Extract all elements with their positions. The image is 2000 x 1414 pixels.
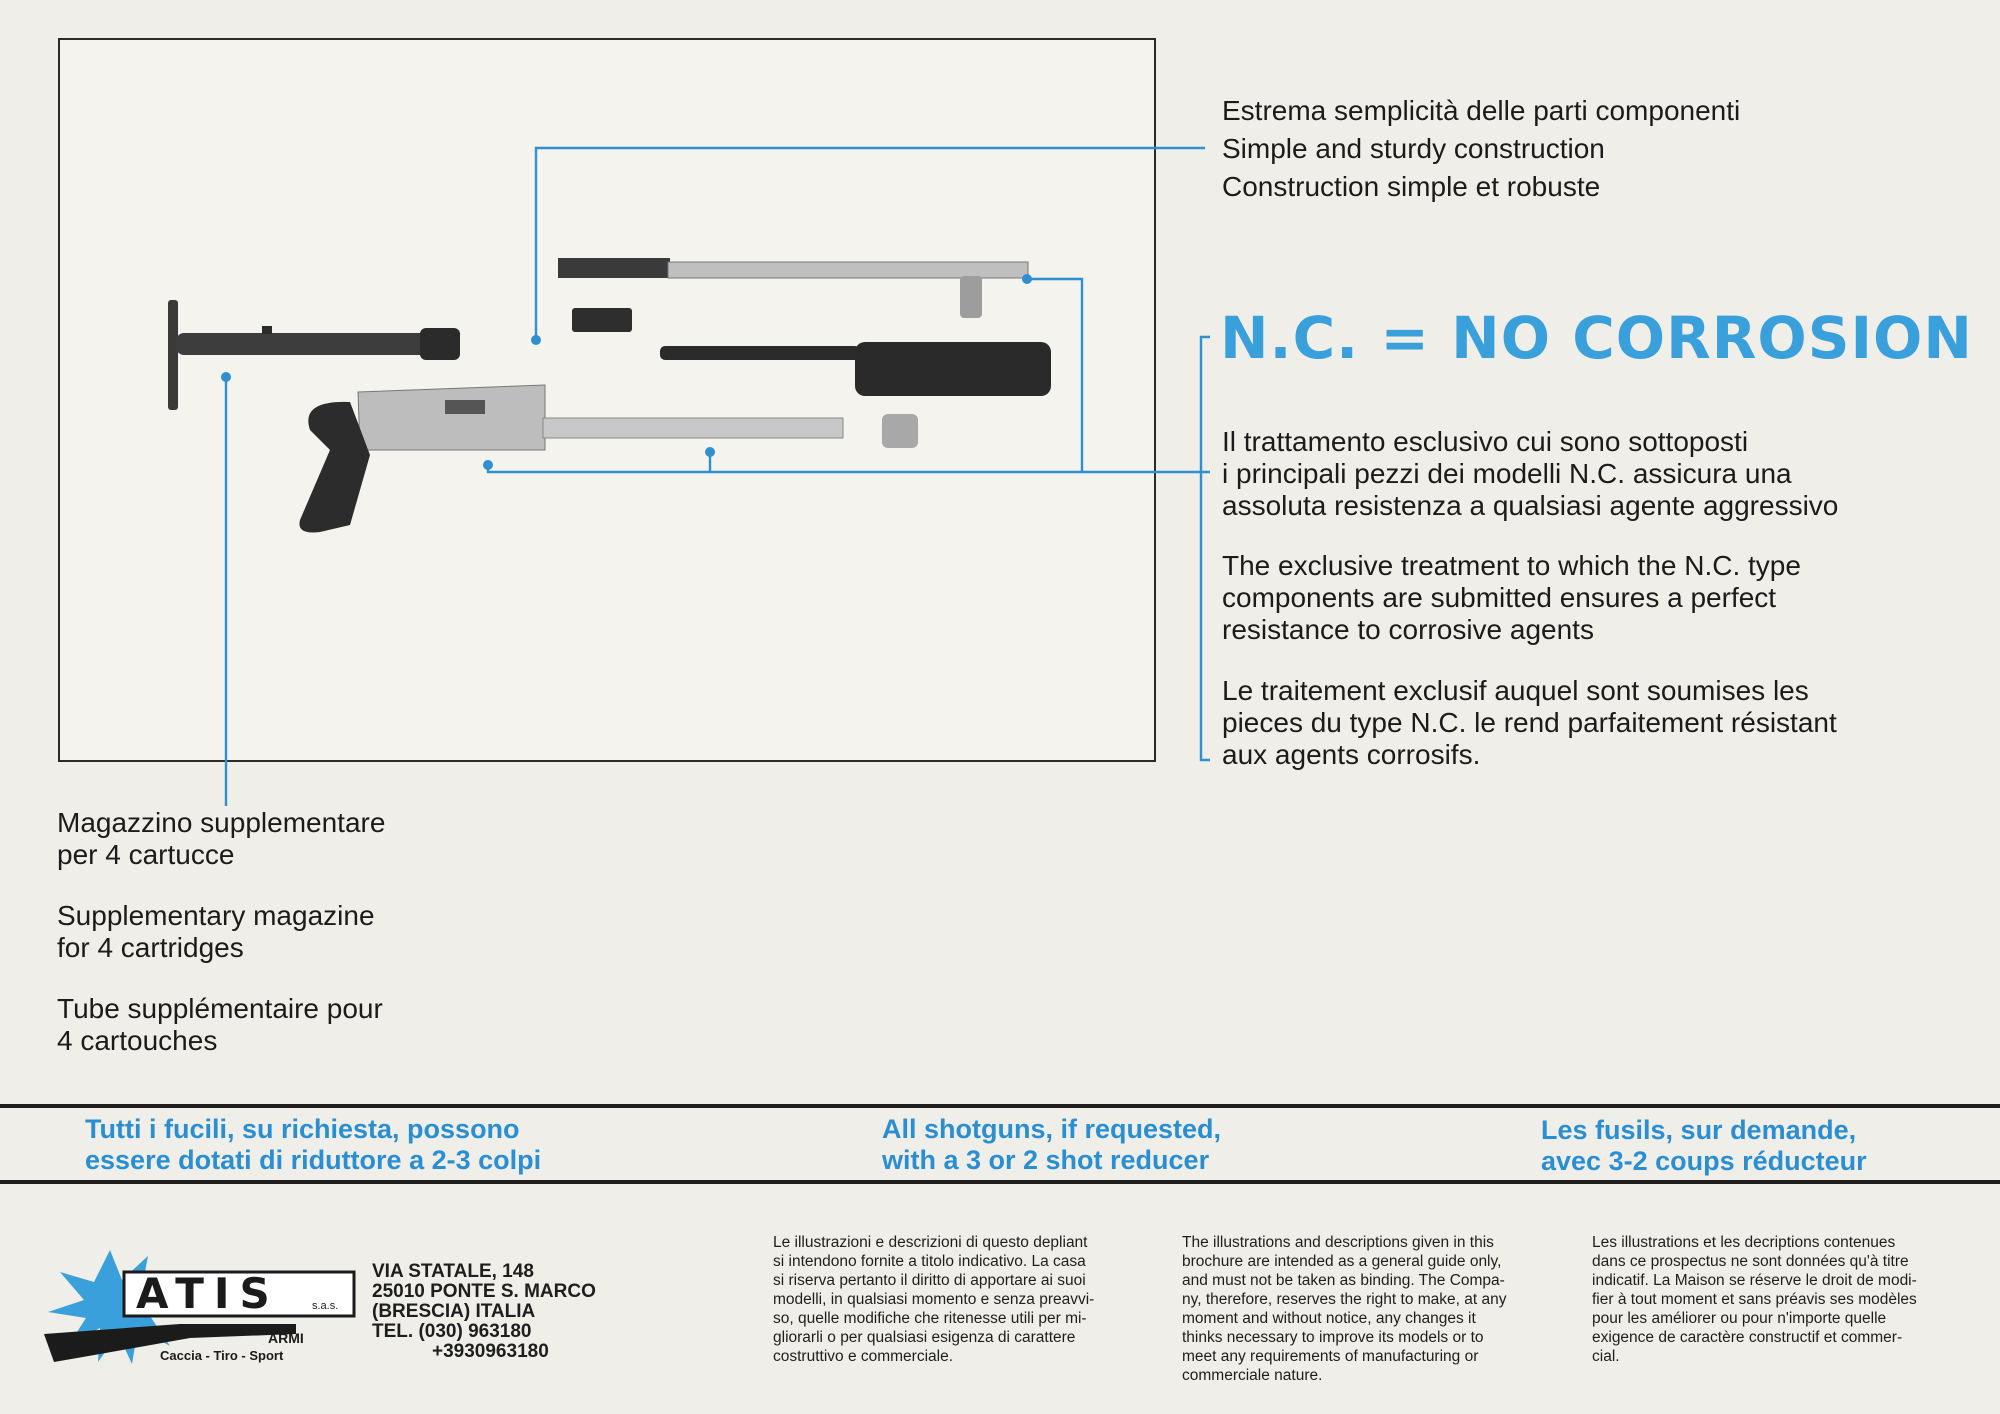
nc-en-line: resistance to corrosive agents [1222, 614, 1594, 645]
disclaimer-fr-line: fier à tout moment et sans préavis ses modèles [1592, 1291, 1917, 1308]
nc-en-line: The exclusive treatment to which the N.C. type [1222, 550, 1801, 581]
reducer-en-line: with a 3 or 2 shot reducer [882, 1145, 1210, 1175]
nc-it-line: Il trattamento esclusivo cui sono sottoposti [1222, 426, 1749, 457]
magazine-fr-line: 4 cartouches [57, 1025, 218, 1056]
magazine-caption-fr [57, 993, 383, 1057]
nc-fr-line: aux agents corrosifs. [1222, 739, 1481, 770]
nc-it-line: assoluta resistenza a qualsiasi agente aggressivo [1222, 490, 1839, 521]
address-line: TEL. (030) 963180 [372, 1321, 532, 1342]
receiver-image [299, 385, 843, 533]
disclaimer-fr-line: indicatif. La Maison se réserve le droit de modi- [1592, 1272, 1917, 1289]
disclaimer-en [1182, 1233, 1572, 1385]
magazine-it-line: per 4 cartucce [57, 839, 235, 870]
nc-fr-line: pieces du type N.C. le rend parfaitement résistant [1222, 707, 1837, 738]
leader-lines [226, 148, 1210, 806]
atis-logo [40, 1242, 350, 1372]
disclaimer-en-line: commerciale nature. [1182, 1367, 1323, 1384]
reducer-en-line: All shotguns, if requested, [882, 1114, 1222, 1144]
disclaimer-en-line: moment and without notice, any changes it [1182, 1310, 1476, 1327]
construction-callout [1222, 92, 1740, 206]
disclaimer-fr-line: Les illustrations et les decriptions contenues [1592, 1234, 1896, 1251]
nc-paragraph-fr [1222, 675, 1992, 771]
disclaimer-en-line: The illustrations and descriptions given in this [1182, 1234, 1494, 1251]
disclaimer-en-line: meet any requirements of manufacturing or [1182, 1348, 1479, 1365]
disclaimer-en-line: and must not be taken as binding. The Compa- [1182, 1272, 1505, 1289]
nc-fr-line: Le traitement exclusif auquel sont soumises les [1222, 675, 1809, 706]
address-line: VIA STATALE, 148 [372, 1261, 534, 1282]
logo-tagline: Caccia - Tiro - Sport [160, 1348, 284, 1363]
logo-suffix: s.a.s. [312, 1300, 339, 1312]
magazine-en-line: Supplementary magazine [57, 900, 375, 931]
disclaimer-fr [1592, 1233, 1992, 1366]
logo-name: ATIS [136, 1269, 280, 1318]
disclaimer-it-line: si riserva pertanto il diritto di apportare ai suoi [773, 1272, 1086, 1289]
disclaimer-it-line: si intendono fornite a titolo indicativo. La casa [773, 1253, 1086, 1270]
nc-en-line: components are submitted ensures a perfect [1222, 582, 1777, 613]
disclaimer-it [773, 1233, 1163, 1366]
disclaimer-fr-line: cial. [1592, 1348, 1620, 1365]
nc-headline: N.C. = NO CORROSION [1220, 304, 1973, 372]
reducer-banner-fr [1541, 1115, 1867, 1177]
reducer-banner-en [882, 1114, 1221, 1176]
disclaimer-it-line: costruttivo e commerciale. [773, 1348, 954, 1365]
magazine-caption-it [57, 807, 385, 871]
magazine-it-line: Magazzino supplementare [57, 807, 386, 838]
reducer-fr-line: Les fusils, sur demande, [1541, 1115, 1857, 1145]
company-address [372, 1262, 596, 1362]
banner-bottom-rule [0, 1180, 2000, 1184]
disclaimer-it-line: Le illustrazioni e descrizioni di questo depliant [773, 1234, 1088, 1251]
address-line: +3930963180 [432, 1341, 549, 1362]
reducer-it-line: essere dotati di riduttore a 2-3 colpi [85, 1145, 542, 1175]
disclaimer-en-line: brochure are intended as a general guide only, [1182, 1253, 1502, 1270]
banner-top-rule [0, 1104, 2000, 1108]
construction-line-it: Estrema semplicità delle parti componenti [1222, 95, 1741, 126]
disclaimer-fr-line: pour les améliorer ou pour n'importe quelle [1592, 1310, 1887, 1327]
construction-line-en: Simple and sturdy construction [1222, 133, 1605, 164]
reducer-it-line: Tutti i fucili, su richiesta, possono [85, 1114, 520, 1144]
disclaimer-it-line: modelli, in qualsiasi momento e senza preavvi- [773, 1291, 1095, 1308]
reducer-banner-it [85, 1114, 541, 1176]
nc-paragraph-en [1222, 550, 1992, 646]
disclaimer-fr-line: dans ce prospectus ne sont données qu'à titre [1592, 1253, 1909, 1270]
reducer-fr-line: avec 3-2 coups réducteur [1541, 1146, 1867, 1176]
magazine-en-line: for 4 cartridges [57, 932, 244, 963]
disclaimer-it-line: so, quelle modifiche che ritenesse utili per mi- [773, 1310, 1087, 1327]
magazine-caption-en [57, 900, 375, 964]
disclaimer-en-line: ny, therefore, reserves the right to make, at any [1182, 1291, 1507, 1308]
disclaimer-it-line: gliorarli o per qualsiasi esigenza di carattere [773, 1329, 1076, 1346]
disclaimer-fr-line: exigence de caractère constructif et commer- [1592, 1329, 1903, 1346]
nc-paragraph-it [1222, 426, 1992, 522]
construction-line-fr: Construction simple et robuste [1222, 171, 1601, 202]
address-line: 25010 PONTE S. MARCO [372, 1281, 596, 1302]
logo-armi: ARMI [268, 1330, 304, 1346]
nc-it-line: i principali pezzi dei modelli N.C. assicura una [1222, 458, 1792, 489]
disclaimer-en-line: thinks necessary to improve its models or to [1182, 1329, 1484, 1346]
magazine-fr-line: Tube supplémentaire pour [57, 993, 383, 1024]
address-line: (BRESCIA) ITALIA [372, 1301, 536, 1322]
